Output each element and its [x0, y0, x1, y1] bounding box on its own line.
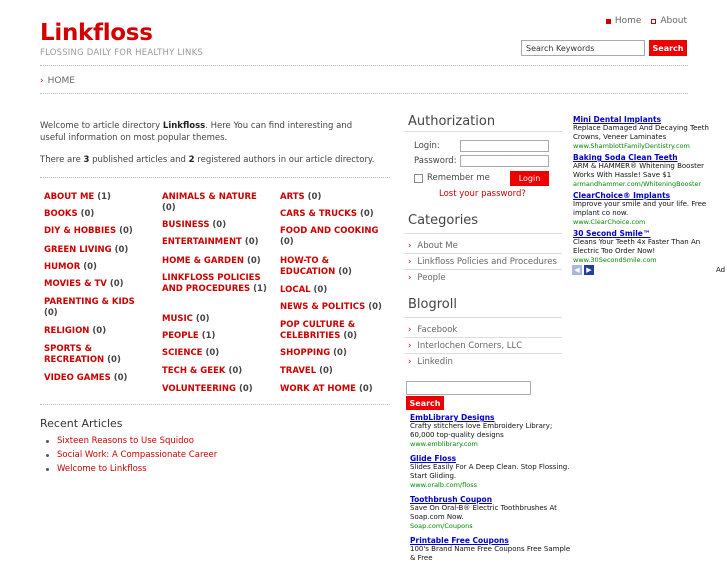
chevron-right-icon: ›	[408, 241, 412, 251]
ad-title[interactable]: ClearChoice® Implants	[573, 191, 671, 200]
list-item	[46, 464, 217, 474]
category-link[interactable]: ENTERTAINMENT (0)	[162, 237, 259, 247]
breadcrumb	[40, 76, 75, 86]
remember-label: Remember me	[427, 173, 490, 183]
login-field[interactable]	[460, 140, 549, 152]
blogroll-item-facebook[interactable]: › Facebook	[408, 325, 458, 335]
ad-block-bottom	[410, 413, 575, 563]
ad-item[interactable]	[573, 191, 727, 226]
lost-password-link[interactable]: Lost your password?	[439, 189, 526, 199]
recent-article-link[interactable]: Social Work: A Compassionate Career	[57, 450, 218, 460]
nav-about-label[interactable]: About	[660, 16, 687, 26]
nav-home-label[interactable]: Home	[614, 16, 642, 26]
ad-choices-label[interactable]: Ad	[716, 266, 726, 274]
divider	[40, 177, 390, 178]
bullet-icon	[46, 454, 49, 457]
bullet-icon	[651, 19, 656, 24]
ad-url[interactable]: www.ClearChoice.com	[573, 218, 646, 226]
ad-text: 100's Brand Name Free Coupons Free Sample & Free	[410, 545, 571, 562]
category-link[interactable]: TRAVEL (0)	[280, 366, 333, 376]
chevron-right-icon: ›	[408, 357, 412, 367]
blogroll-title: Blogroll	[408, 297, 457, 312]
category-link[interactable]: ANIMALS & NATURE (0)	[162, 192, 257, 213]
divider	[404, 269, 562, 270]
site-tagline: FLOSSING DAILY FOR HEALTHY LINKS	[40, 48, 203, 58]
list-item	[46, 436, 217, 446]
category-link[interactable]: VOLUNTEERING (0)	[162, 384, 253, 394]
divider	[404, 317, 562, 318]
recent-articles-list	[46, 436, 217, 478]
ad-prev-arrow-icon[interactable]: ◀	[572, 265, 582, 275]
nav-home[interactable]	[606, 16, 642, 26]
ad-text: Replace Damaged And Decaying Teeth Crowns, Veneer Laminates	[573, 124, 709, 141]
category-link[interactable]: POP CULTURE & CELEBRITIES (0)	[280, 320, 357, 341]
intro-text: Welcome to article directory Linkfloss. Here You can find interesting and useful information on most popular themes.	[40, 121, 353, 143]
categories-title: Categories	[408, 213, 479, 228]
ad-item[interactable]	[410, 536, 575, 563]
category-link[interactable]: SPORTS & RECREATION (0)	[44, 344, 121, 365]
category-link[interactable]: MOVIES & TV (0)	[44, 279, 124, 289]
ad-title[interactable]: EmbLibrary Designs	[410, 413, 495, 422]
search-input[interactable]	[521, 40, 645, 56]
sidebar-item-policies[interactable]: › Linkfloss Policies and Procedures	[408, 257, 557, 267]
category-link[interactable]: WORK AT HOME (0)	[280, 384, 373, 394]
password-field[interactable]	[460, 155, 549, 167]
category-link[interactable]: MUSIC (0)	[162, 314, 210, 324]
nav-about[interactable]	[651, 16, 687, 26]
category-link[interactable]: VIDEO GAMES (0)	[44, 373, 128, 383]
sidebar-item-about-me[interactable]: › About Me	[408, 241, 458, 251]
category-link[interactable]: TECH & GEEK (0)	[162, 366, 243, 376]
login-button[interactable]: Login	[510, 171, 549, 186]
ad-url[interactable]: www.ShamblottFamilyDentistry.com	[573, 142, 690, 150]
category-link[interactable]: DIY & HOBBIES (0)	[44, 226, 133, 236]
ad-title[interactable]: Toothbrush Coupon	[410, 495, 493, 504]
ad-item[interactable]	[410, 495, 575, 530]
ad-text: Cleans Your Teeth 4x Faster Than An Electric Too Order Now!	[573, 238, 701, 255]
chevron-right-icon: ›	[40, 76, 44, 86]
category-link[interactable]: FOOD AND COOKING (0)	[280, 226, 379, 247]
ad-item[interactable]	[410, 413, 575, 448]
chevron-right-icon: ›	[408, 273, 412, 283]
ad-title[interactable]: 30 Second Smile™	[573, 229, 651, 238]
ad-text: Crafty stitchers love Embroidery Library; 60,000 top-quality designs	[410, 422, 553, 439]
category-link[interactable]: CARS & TRUCKS (0)	[280, 209, 374, 219]
sidebar-search-input[interactable]	[406, 381, 531, 395]
divider	[404, 353, 562, 354]
category-link[interactable]: ABOUT ME (1)	[44, 192, 111, 202]
ad-url[interactable]: www.emblibrary.com	[410, 440, 478, 448]
search-button[interactable]: Search	[649, 40, 687, 56]
site-logo[interactable]: Linkfloss	[40, 20, 153, 46]
category-link[interactable]: SHOPPING (0)	[280, 348, 347, 358]
category-link[interactable]: RELIGION (0)	[44, 326, 107, 336]
category-link[interactable]: PARENTING & KIDS (0)	[44, 297, 135, 318]
remember-checkbox[interactable]	[414, 174, 423, 183]
divider	[40, 65, 688, 66]
breadcrumb-home[interactable]: HOME	[47, 76, 75, 86]
ad-url[interactable]: www.oralb.com/floss	[410, 481, 477, 489]
category-link[interactable]: PEOPLE (1)	[162, 331, 216, 341]
ad-item[interactable]	[410, 454, 575, 489]
category-link[interactable]: HUMOR (0)	[44, 262, 97, 272]
category-link[interactable]: BOOKS (0)	[44, 209, 95, 219]
top-nav	[606, 16, 687, 26]
ad-title[interactable]: Printable Free Coupons	[410, 536, 509, 545]
category-link[interactable]: GREEN LIVING (0)	[44, 245, 129, 255]
ad-title[interactable]: Mini Dental Implants	[573, 115, 662, 124]
bullet-icon	[46, 440, 49, 443]
sidebar-search-button[interactable]: Search	[406, 396, 444, 410]
chevron-right-icon: ›	[408, 325, 412, 335]
ad-text: Save On Oral-B® Electric Toothbrushes At Soap.com Now.	[410, 504, 557, 521]
ad-item[interactable]	[573, 115, 727, 150]
recent-articles-title: Recent Articles	[40, 417, 123, 430]
divider	[40, 404, 390, 405]
bullet-icon	[606, 19, 611, 24]
authorization-title: Authorization	[408, 114, 496, 129]
divider	[40, 93, 688, 94]
recent-article-link[interactable]: Welcome to Linkfloss	[57, 464, 147, 474]
category-link[interactable]: HOME & GARDEN (0)	[162, 256, 261, 266]
list-item	[46, 450, 217, 460]
login-label: Login:	[414, 141, 440, 151]
category-link[interactable]: ARTS (0)	[280, 192, 322, 202]
category-link[interactable]: BUSINESS (0)	[162, 220, 227, 230]
divider	[404, 253, 562, 254]
password-label: Password:	[414, 156, 457, 166]
ad-title[interactable]: Glide Floss	[410, 454, 457, 463]
ad-text: Improve your smile and your life. Free implant co now.	[573, 200, 707, 217]
chevron-right-icon: ›	[408, 341, 412, 351]
blogroll-item-linkedin[interactable]: › Linkedin	[408, 357, 453, 367]
ad-text: ARM & HAMMER® Whitening Booster Works With Hassle! Save $1	[573, 162, 705, 179]
blogroll-item-interlochen[interactable]: › Interlochen Corners, LLC	[408, 341, 523, 351]
recent-article-link[interactable]: Sixteen Reasons to Use Squidoo	[57, 436, 194, 446]
divider	[404, 233, 562, 234]
chevron-right-icon: ›	[408, 257, 412, 267]
ad-url[interactable]: Soap.com/Coupons	[410, 522, 473, 530]
category-link[interactable]: HOW-TO & EDUCATION (0)	[280, 256, 352, 277]
category-link[interactable]: NEWS & POLITICS (0)	[280, 302, 382, 312]
sidebar-item-people[interactable]: › People	[408, 273, 446, 283]
category-link[interactable]: SCIENCE (0)	[162, 348, 220, 358]
ad-title[interactable]: Baking Soda Clean Teeth	[573, 153, 678, 162]
ad-block-right	[573, 115, 727, 264]
stats-text: There are 3 published articles and 2 registered authors in our article directory.	[40, 155, 375, 165]
divider	[404, 131, 562, 132]
ad-next-arrow-icon[interactable]: ▶	[584, 265, 594, 275]
ad-item[interactable]	[573, 229, 727, 264]
ad-item[interactable]	[573, 153, 727, 188]
ad-url[interactable]: armandhammer.com/WhiteningBooster	[573, 180, 702, 188]
divider	[404, 337, 562, 338]
ad-text: Slides Easily For A Deep Clean. Stop Flossing. Start Gliding.	[410, 463, 570, 480]
bullet-icon	[46, 468, 49, 471]
category-link[interactable]: LINKFLOSS POLICIES AND PROCEDURES (1)	[162, 273, 267, 294]
ad-url[interactable]: www.30SecondSmile.com	[573, 256, 657, 264]
category-link[interactable]: LOCAL (0)	[280, 285, 328, 295]
